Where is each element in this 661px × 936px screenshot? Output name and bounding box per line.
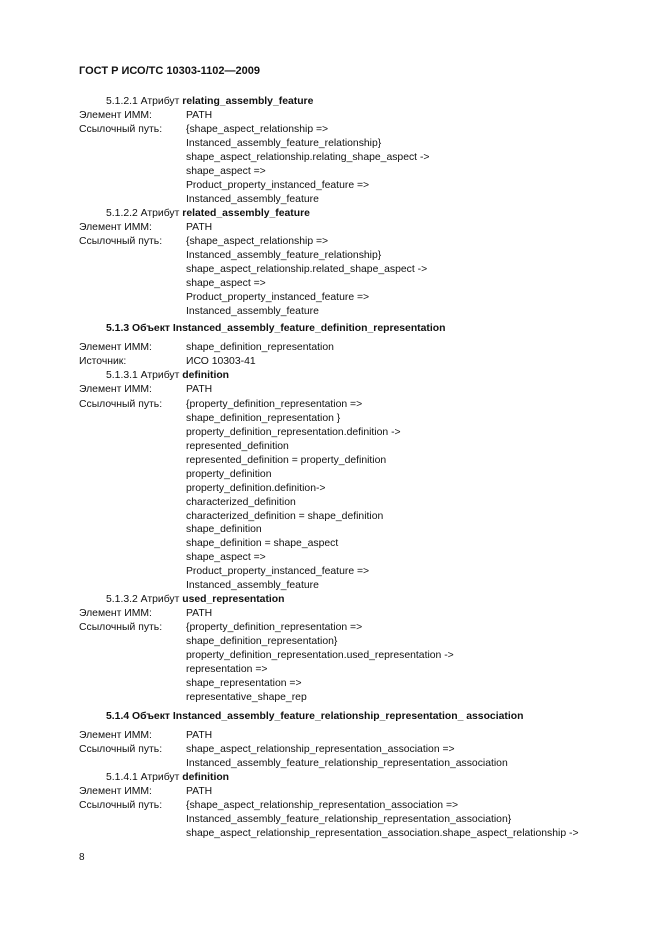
attribute-number: 5.1.4.1 Атрибут [106, 772, 183, 783]
imm-label: Элемент ИММ: [79, 384, 152, 395]
path-line: {shape_aspect_relationship => [186, 236, 329, 247]
path-line: representative_shape_rep [186, 692, 307, 703]
path-line: property_definition.definition-> [186, 483, 326, 494]
path-line: {shape_aspect_relationship_representation_association => [186, 800, 459, 811]
attribute-name: definition [182, 370, 230, 381]
path-line: represented_definition [186, 441, 289, 452]
path-line: shape_aspect_relationship_representation_association => [186, 744, 455, 755]
ref-path-label: Ссылочный путь: [79, 800, 163, 811]
path-line: Instanced_assembly_feature_relationship} [186, 250, 382, 261]
path-line: shape_definition_representation } [186, 413, 341, 424]
path-line: Product_property_instanced_feature => [186, 566, 370, 577]
source-value: ИСО 10303-41 [186, 356, 256, 367]
path-line: property_definition_representation.used_representation -> [186, 650, 454, 661]
path-line: represented_definition = property_definition [186, 455, 387, 466]
imm-value: PATH [186, 222, 213, 233]
imm-value: shape_definition_representation [186, 342, 334, 353]
path-line: Instanced_assembly_feature_relationship} [186, 138, 382, 149]
imm-value: PATH [186, 110, 213, 121]
path-line: shape_definition [186, 524, 262, 535]
path-line: characterized_definition [186, 497, 296, 508]
ref-path-label: Ссылочный путь: [79, 622, 163, 633]
ref-path-label: Ссылочный путь: [79, 744, 163, 755]
attribute-name: definition [182, 772, 230, 783]
attribute-name: used_representation [182, 594, 285, 605]
imm-label: Элемент ИММ: [79, 608, 152, 619]
path-line: {property_definition_representation => [186, 399, 363, 410]
path-line: Instanced_assembly_feature_relationship_representation_association} [186, 814, 512, 825]
ref-path-label: Ссылочный путь: [79, 124, 163, 135]
imm-label: Элемент ИММ: [79, 222, 152, 233]
imm-value: PATH [186, 608, 213, 619]
imm-value: PATH [186, 786, 213, 797]
imm-label: Элемент ИММ: [79, 110, 152, 121]
object-heading-513: 5.1.3 Объект Instanced_assembly_feature_definition_representation [106, 323, 446, 334]
source-label: Источник: [79, 356, 127, 367]
imm-value: PATH [186, 384, 213, 395]
imm-label: Элемент ИММ: [79, 342, 152, 353]
imm-label: Элемент ИММ: [79, 730, 152, 741]
path-line: shape_aspect_relationship_representation_association.shape_aspect_relationship -> [186, 828, 579, 839]
ref-path-label: Ссылочный путь: [79, 399, 163, 410]
attribute-number: 5.1.2.1 Атрибут [106, 96, 183, 107]
path-line: property_definition_representation.definition -> [186, 427, 401, 438]
path-line: {shape_aspect_relationship => [186, 124, 329, 135]
path-line: Instanced_assembly_feature_relationship_representation_association [186, 758, 508, 769]
path-line: Product_property_instanced_feature => [186, 180, 370, 191]
document-header: ГОСТ Р ИСО/ТС 10303-1102—2009 [79, 65, 260, 77]
path-line: shape_representation => [186, 678, 302, 689]
path-line: property_definition [186, 469, 272, 480]
path-line: shape_definition = shape_aspect [186, 538, 339, 549]
attribute-number: 5.1.2.2 Атрибут [106, 208, 183, 219]
path-line: shape_aspect_relationship.related_shape_aspect -> [186, 264, 428, 275]
object-heading-514: 5.1.4 Объект Instanced_assembly_feature_relationship_representation_ association [106, 711, 524, 722]
attribute-heading-5122 [106, 207, 310, 220]
page-number: 8 [79, 852, 85, 863]
attribute-name: relating_assembly_feature [182, 96, 314, 107]
ref-path-label: Ссылочный путь: [79, 236, 163, 247]
attribute-heading-5141 [106, 771, 229, 784]
path-line: Product_property_instanced_feature => [186, 292, 370, 303]
path-line: characterized_definition = shape_definition [186, 511, 384, 522]
path-line: Instanced_assembly_feature [186, 194, 319, 205]
path-line: shape_aspect_relationship.relating_shape_aspect -> [186, 152, 430, 163]
path-line: shape_definition_representation} [186, 636, 338, 647]
attribute-name: related_assembly_feature [182, 208, 310, 219]
path-line: shape_aspect => [186, 278, 266, 289]
path-line: {property_definition_representation => [186, 622, 363, 633]
path-line: Instanced_assembly_feature [186, 580, 319, 591]
path-line: shape_aspect => [186, 166, 266, 177]
path-line: Instanced_assembly_feature [186, 306, 319, 317]
attribute-heading-5132 [106, 593, 285, 606]
attribute-number: 5.1.3.1 Атрибут [106, 370, 183, 381]
attribute-heading-5131 [106, 369, 229, 382]
attribute-heading-5121 [106, 95, 313, 108]
path-line: shape_aspect => [186, 552, 266, 563]
path-line: representation => [186, 664, 268, 675]
imm-label: Элемент ИММ: [79, 786, 152, 797]
imm-value: PATH [186, 730, 213, 741]
attribute-number: 5.1.3.2 Атрибут [106, 594, 183, 605]
